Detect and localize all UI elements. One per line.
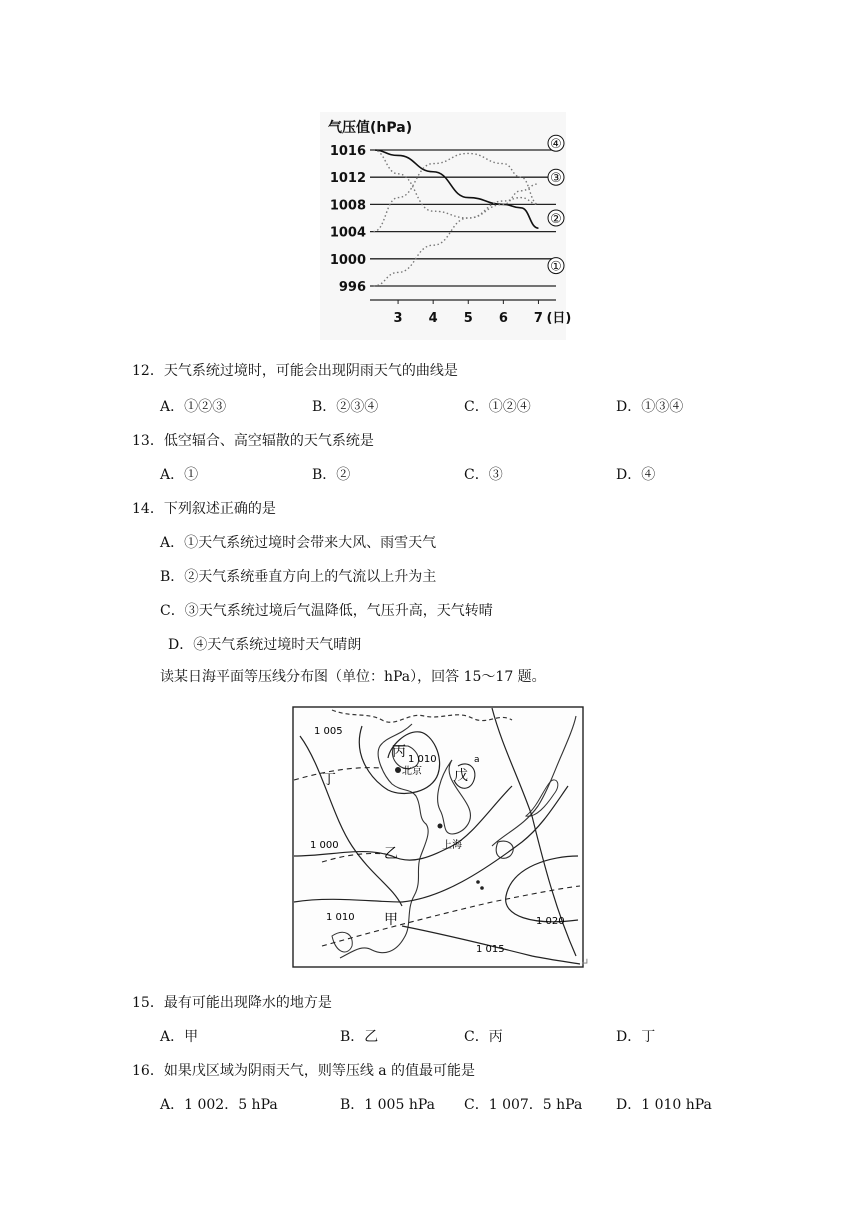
pressure-chart-svg bbox=[320, 112, 572, 340]
isobar-label-1020: 1 020 bbox=[536, 916, 565, 927]
return-mark: ↵ bbox=[580, 956, 590, 969]
trough-line-yi bbox=[322, 853, 386, 862]
trough-line-ding bbox=[294, 768, 382, 780]
place-jia: 甲 bbox=[384, 912, 398, 928]
q14-option-a: A．①天气系统过境时会带来大风、雨雪天气 bbox=[160, 535, 437, 551]
series-label-1: ① bbox=[550, 259, 562, 275]
pressure-line-chart bbox=[320, 112, 572, 340]
q13-option-c: C．③ bbox=[464, 467, 503, 483]
y-tick-label: 996 bbox=[338, 280, 366, 295]
isobar-label-1010-south: 1 010 bbox=[326, 912, 355, 923]
q15-option-a: A．甲 bbox=[160, 1029, 199, 1045]
map-frame bbox=[293, 707, 583, 967]
place-ding: 丁 bbox=[322, 772, 336, 788]
q16-option-d: D．1 010 hPa bbox=[616, 1097, 712, 1113]
q12-option-c: C．①②④ bbox=[464, 399, 531, 415]
island-dot bbox=[476, 880, 480, 884]
isobar-1005 bbox=[300, 736, 402, 906]
question-12-stem: 12．天气系统过境时，可能会出现阴雨天气的曲线是 bbox=[132, 363, 458, 379]
q16-option-c: C．1 007．5 hPa bbox=[464, 1097, 583, 1113]
japan-coast bbox=[492, 716, 576, 846]
q14-option-b: B．②天气系统垂直方向上的气流以上升为主 bbox=[160, 569, 437, 585]
map-intro: 读某日海平面等压线分布图（单位：hPa），回答 15～17 题。 bbox=[160, 669, 546, 685]
y-tick-label: 1012 bbox=[329, 171, 366, 187]
q16-option-a: A．1 002．5 hPa bbox=[160, 1097, 278, 1113]
series-label-4: ④ bbox=[550, 137, 562, 153]
q12-option-b: B．②③④ bbox=[312, 399, 379, 415]
q13-option-a: A．① bbox=[160, 467, 199, 483]
q13-option-b: B．② bbox=[312, 467, 351, 483]
place-bing: 丙 bbox=[392, 744, 406, 760]
y-tick-label: 1004 bbox=[329, 225, 366, 241]
x-tick-label: 5 bbox=[463, 311, 473, 326]
q15-option-b: B．乙 bbox=[340, 1029, 379, 1045]
q15-option-c: C．丙 bbox=[464, 1029, 503, 1045]
series-line-2 bbox=[374, 150, 539, 218]
q13-option-d: D．④ bbox=[616, 467, 656, 483]
q12-option-d: D．①③④ bbox=[616, 399, 684, 415]
beijing-marker bbox=[395, 767, 401, 773]
city-shanghai: 上海 bbox=[442, 840, 462, 851]
x-tick-label: 6 bbox=[498, 311, 508, 326]
q12-option-a: A．①②③ bbox=[160, 399, 227, 415]
shanghai-marker bbox=[438, 824, 443, 829]
isobar-label-1005: 1 005 bbox=[314, 726, 343, 737]
isobar-label-1000: 1 000 bbox=[310, 840, 339, 851]
series-line-1 bbox=[374, 150, 539, 228]
isobar-label-1010-north: 1 010 bbox=[408, 754, 437, 765]
isobar-label-1015: 1 015 bbox=[476, 944, 505, 955]
city-beijing: 北京 bbox=[402, 766, 422, 777]
isobar-map bbox=[292, 706, 584, 970]
q16-option-b: B．1 005 hPa bbox=[340, 1097, 435, 1113]
place-wu: 戊 bbox=[454, 768, 468, 784]
x-tick-label: 3 bbox=[393, 311, 403, 326]
question-16-stem: 16．如果戊区域为阴雨天气，则等压线 a 的值最可能是 bbox=[132, 1063, 476, 1079]
isobar-map-svg bbox=[292, 706, 584, 970]
isobar-1020 bbox=[506, 856, 578, 922]
x-tick-label: 7 bbox=[533, 311, 543, 326]
q14-option-c: C．③天气系统过境后气温降低，气压升高，天气转晴 bbox=[160, 603, 493, 619]
national-border bbox=[332, 710, 512, 722]
isobar-a-label: a bbox=[474, 755, 480, 765]
series-label-3: ③ bbox=[550, 171, 562, 187]
question-13-stem: 13．低空辐合、高空辐散的天气系统是 bbox=[132, 433, 374, 449]
y-tick-label: 1008 bbox=[329, 198, 366, 214]
question-15-stem: 15．最有可能出现降水的地方是 bbox=[132, 995, 332, 1011]
series-label-2: ② bbox=[550, 212, 562, 227]
place-yi: 乙 bbox=[384, 846, 398, 862]
island-dot bbox=[480, 886, 484, 890]
y-tick-label: 1016 bbox=[329, 144, 366, 159]
x-axis-unit: (日) bbox=[546, 311, 572, 326]
y-axis-label: 气压值(hPa) bbox=[328, 120, 413, 136]
q15-option-d: D．丁 bbox=[616, 1029, 656, 1045]
y-tick-label: 1000 bbox=[329, 252, 366, 268]
question-14-stem: 14．下列叙述正确的是 bbox=[132, 501, 276, 517]
x-tick-label: 4 bbox=[428, 311, 438, 326]
q14-option-d: D．④天气系统过境时天气晴朗 bbox=[168, 637, 362, 653]
series-line-3 bbox=[374, 198, 539, 286]
